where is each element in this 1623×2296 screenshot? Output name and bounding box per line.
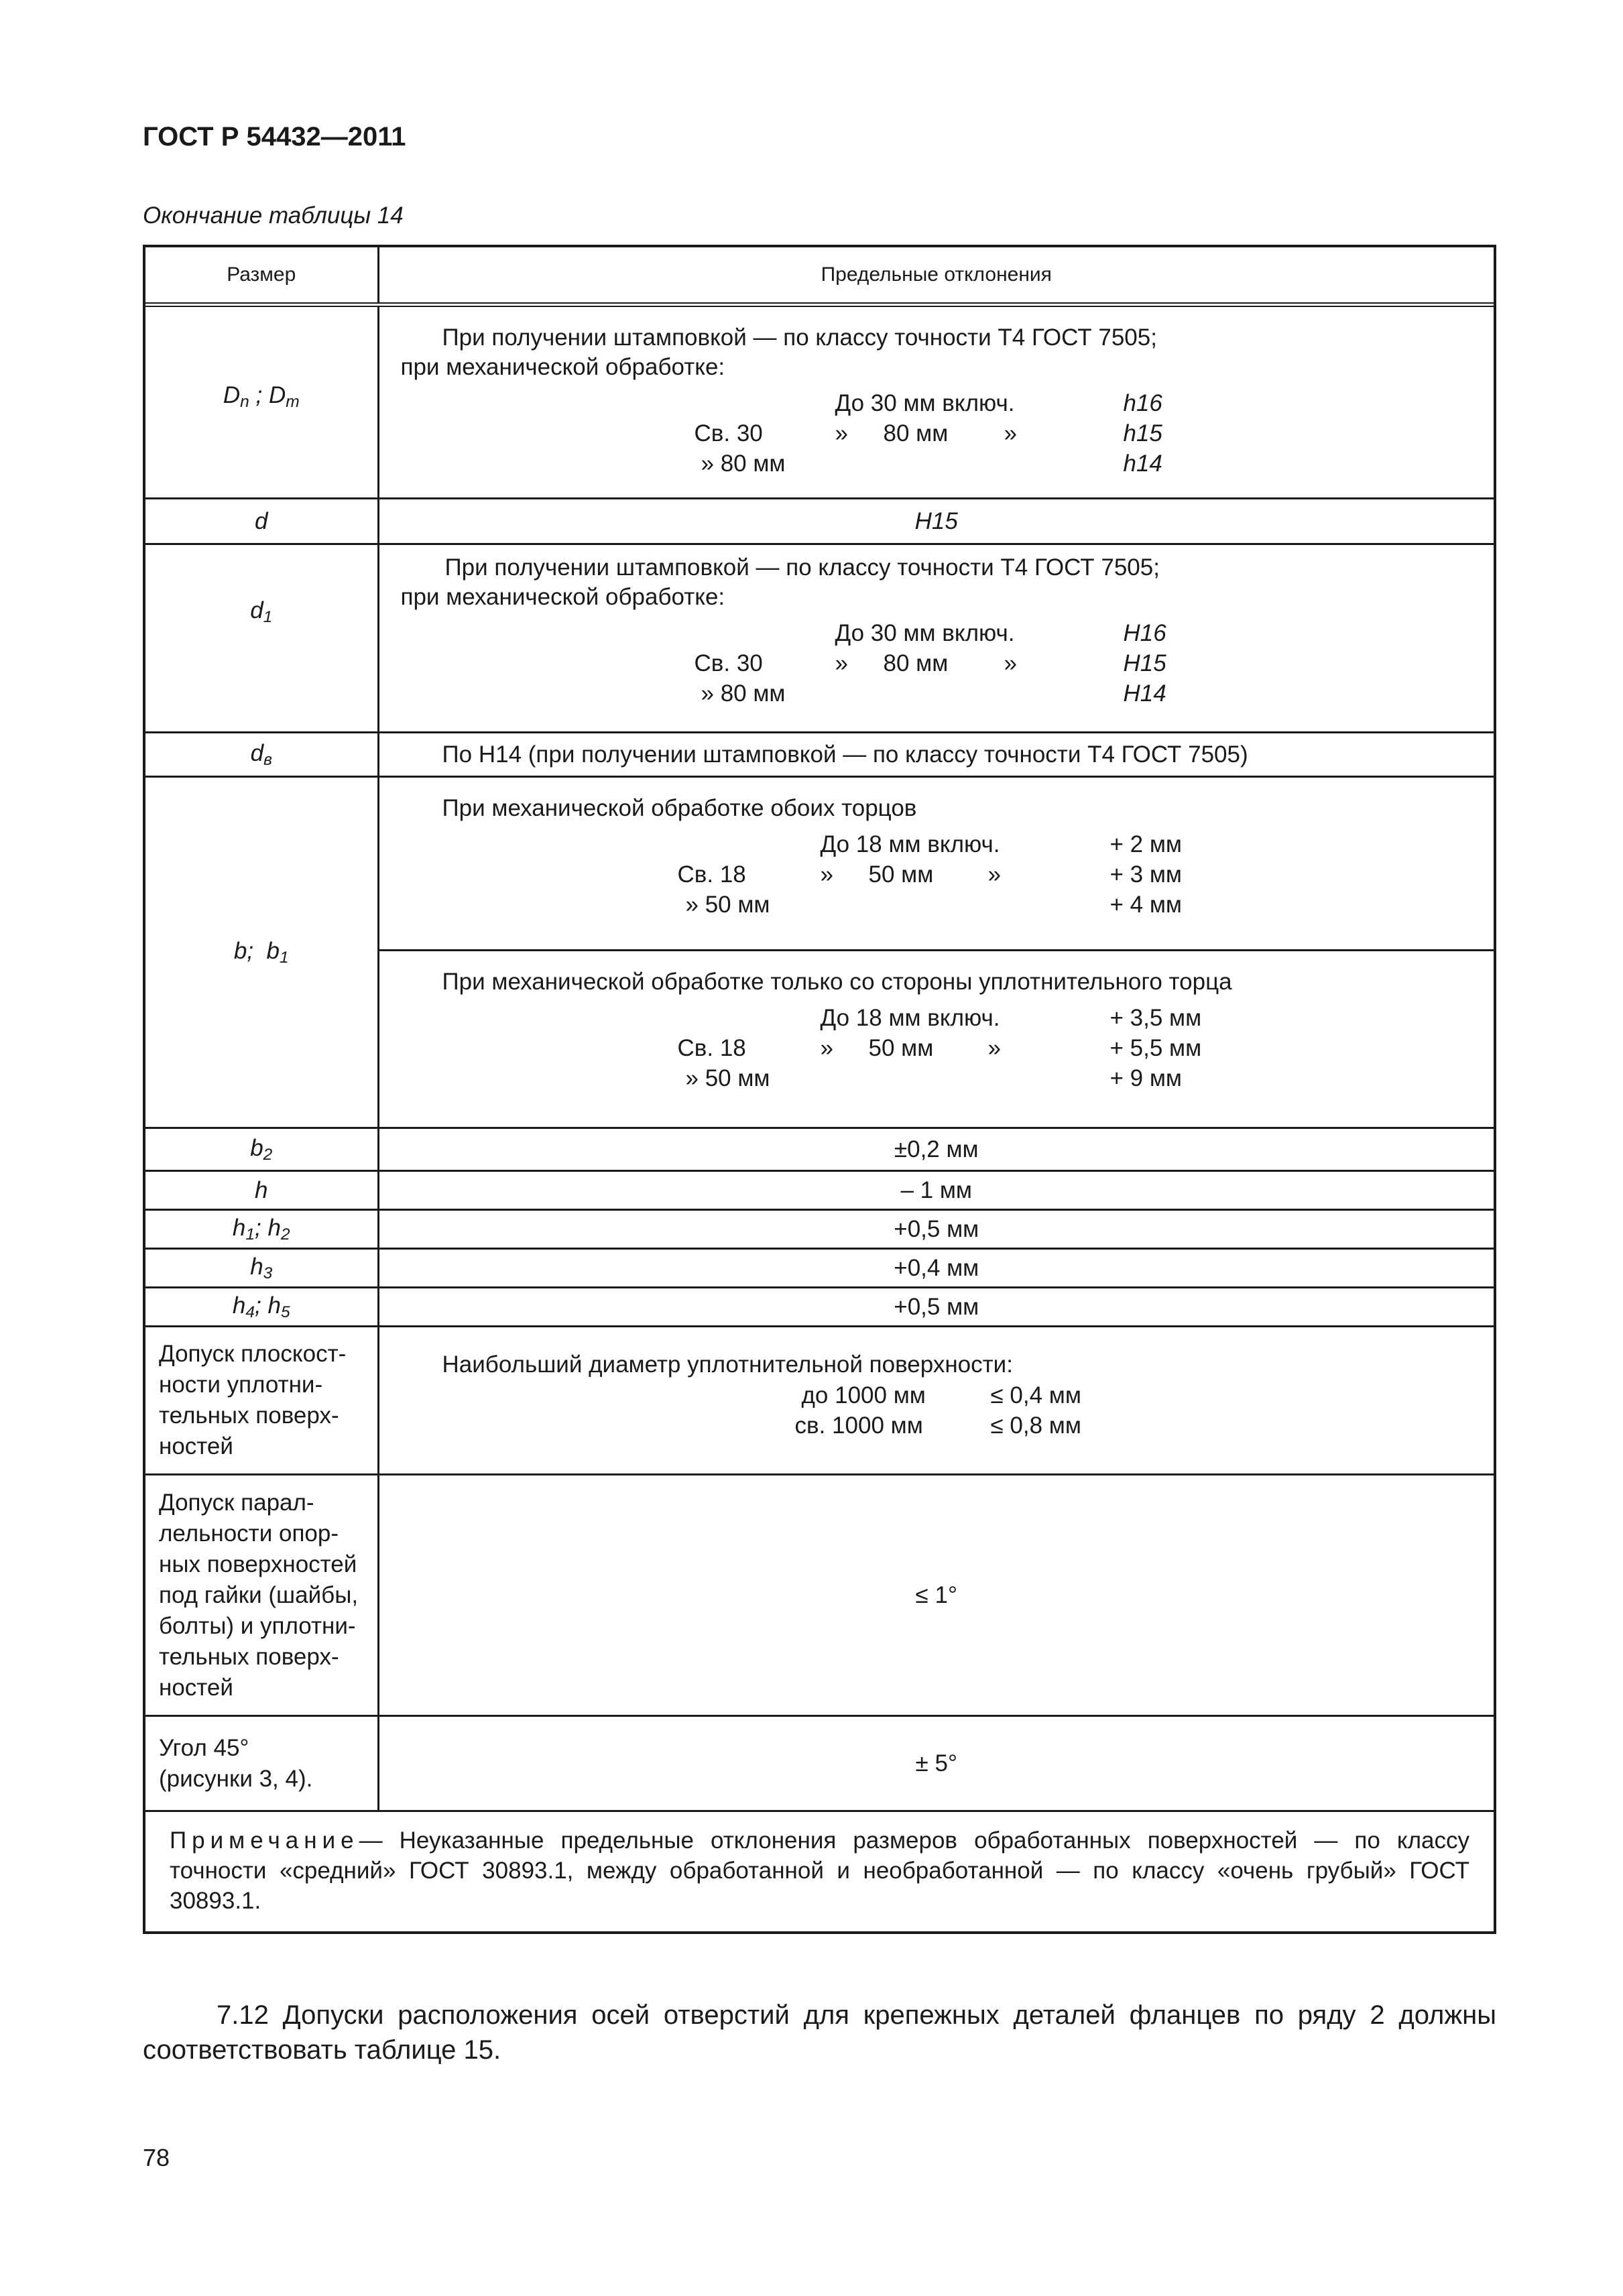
table-row-flatness [145,1327,1494,1475]
b2-range-1: До 18 мм включ. [820,1005,1000,1031]
b1-val-2: + 3 мм [1109,861,1182,888]
d1-val-3: H14 [1123,680,1166,707]
b1-range-2-to: 50 мм [868,861,934,888]
d1-val-1: H16 [1123,620,1166,646]
note-text: — Неуказанные предельные отклонения размеров обработанных поверхностей — по классу точности «средний» ГОСТ 30893.1, между обработанной и необработанной — по классу «очень грубый» ГОСТ 30893.1. [170,1827,1469,1914]
flat-val-1: ≤ 0,4 мм [990,1382,1081,1408]
row-name-dv: $d_в$ [145,733,378,777]
b1-range-2-q: » [820,861,833,888]
b1-range-2-q2: » [987,861,1001,888]
b2-range-2-to: 50 мм [868,1035,934,1061]
row-name-parallelism: Допуск парал- лельности опор- ных поверхностей под гайки (шайбы, болты) и уплотни- тельных поверх- ностей [145,1475,378,1716]
table-row-b2 [145,1128,1494,1171]
table-row-b-part1 [145,777,1494,951]
b1-val-1: + 2 мм [1109,831,1182,857]
note-label: Примечание [170,1827,359,1854]
row-name-dn: $D_n$ ; $D_m$ [145,305,378,499]
row-name-h4h5: $h_4$; $h_5$ [145,1288,378,1327]
b2-title: При механической обработке только со стороны уплотнительного торца [442,969,1232,995]
b2-val-3: + 9 мм [1109,1065,1182,1091]
flat-range-1: до 1000 мм [801,1382,926,1408]
b1-range-3: » 50 мм [685,892,770,918]
row-name-flatness: Допуск плоскост- ности уплотни- тельных поверх- ностей [145,1327,378,1475]
row-value-b-part2 [378,951,1494,1128]
row-value-h1h2: +0,5 мм [378,1210,1494,1249]
d1-range-2-q: » [835,650,848,676]
d1-range-1: До 30 мм включ. [835,620,1015,646]
col-header-deviations: Предельные отклонения [378,247,1494,305]
table-row-dn [145,305,1494,499]
b2-range-2-q: » [820,1035,833,1061]
row-value-h4h5: +0,5 мм [378,1288,1494,1327]
d1-range-2-from: Св. 30 [694,650,763,676]
b2-val-1: + 3,5 мм [1109,1005,1202,1031]
row-value-b-part1 [378,777,1494,951]
b2-range-2-q2: » [987,1035,1001,1061]
row-value-h3: +0,4 мм [378,1249,1494,1288]
dn-val-2: h15 [1123,420,1162,446]
row-value-b2: ±0,2 мм [378,1128,1494,1171]
b1-val-3: + 4 мм [1109,892,1182,918]
row-value-dn [378,305,1494,499]
row-value-angle: ± 5° [378,1716,1494,1811]
row-name-angle: Угол 45° (рисунки 3, 4). [145,1716,378,1811]
dn-range-2-q: » [835,420,848,446]
row-value-h: – 1 мм [378,1171,1494,1210]
dn-range-1: До 30 мм включ. [835,390,1015,416]
row-value-dv [378,733,1494,777]
d1-range-2-q2: » [1004,650,1017,676]
table-row-angle [145,1716,1494,1811]
d1-val-2: H15 [1123,650,1166,676]
b2-range-3: » 50 мм [685,1065,770,1091]
document-header: ГОСТ Р 54432—2011 [143,122,406,152]
dn-range-3: » 80 мм [701,450,786,477]
d1-intro-1: При получении штамповкой — по классу точности Т4 ГОСТ 7505; [444,554,1160,581]
row-name-h: h [145,1171,378,1210]
b1-title: При механической обработке обоих торцов [442,795,917,821]
d1-intro-2: при механической обработке: [400,584,725,610]
flat-val-2: ≤ 0,8 мм [990,1412,1081,1439]
section-paragraph: 7.12 Допуски расположения осей отверстий для крепежных деталей фланцев по ряду 2 должны соответствовать таблице 15. [143,2000,1496,2065]
flat-intro: Наибольший диаметр уплотнительной поверхности: [442,1351,1013,1378]
b2-val-2: + 5,5 мм [1109,1035,1202,1061]
table-row-h4h5 [145,1288,1494,1327]
dv-value: По H14 (при получении штамповкой — по классу точности Т4 ГОСТ 7505) [442,741,1248,768]
b2-range-2-from: Св. 18 [677,1035,746,1061]
table-row-h3 [145,1249,1494,1288]
dn-range-2-to: 80 мм [883,420,949,446]
tolerance-table [143,245,1496,1934]
table-note-row [145,1811,1494,1933]
d1-range-3: » 80 мм [701,680,786,707]
table-header-row [145,247,1494,305]
table-row-d1 [145,544,1494,733]
page-number: 78 [143,2144,170,2171]
table-row-parallelism [145,1475,1494,1716]
table-row-h1h2 [145,1210,1494,1249]
flat-range-2: св. 1000 мм [794,1412,923,1439]
dn-intro-2: при механической обработке: [400,354,725,380]
dn-intro-1: При получении штамповкой — по классу точности Т4 ГОСТ 7505; [442,324,1157,351]
row-name-d: d [145,499,378,544]
dn-val-1: h16 [1123,390,1162,416]
row-name-b: b; $b_1$ [145,777,378,1128]
dn-range-2-q2: » [1004,420,1017,446]
row-value-flatness [378,1327,1494,1475]
table-row-d [145,499,1494,544]
row-name-h1h2: $h_1$; $h_2$ [145,1210,378,1249]
b1-range-1: До 18 мм включ. [820,831,1000,857]
table-row-h [145,1171,1494,1210]
row-value-parallelism: ≤ 1° [378,1475,1494,1716]
row-value-d: H15 [378,499,1494,544]
dn-range-2-from: Св. 30 [694,420,763,446]
d1-range-2-to: 80 мм [883,650,949,676]
row-name-d1: $d_1$ [145,544,378,733]
b1-range-2-from: Св. 18 [677,861,746,888]
dn-val-3: h14 [1123,450,1162,477]
table-caption: Окончание таблицы 14 [143,202,404,229]
row-value-d1 [378,544,1494,733]
row-name-h3: $h_3$ [145,1249,378,1288]
col-header-size: Размер [145,247,378,305]
table-row-dv [145,733,1494,777]
row-name-b2: $b_2$ [145,1128,378,1171]
table-note [145,1811,1494,1933]
